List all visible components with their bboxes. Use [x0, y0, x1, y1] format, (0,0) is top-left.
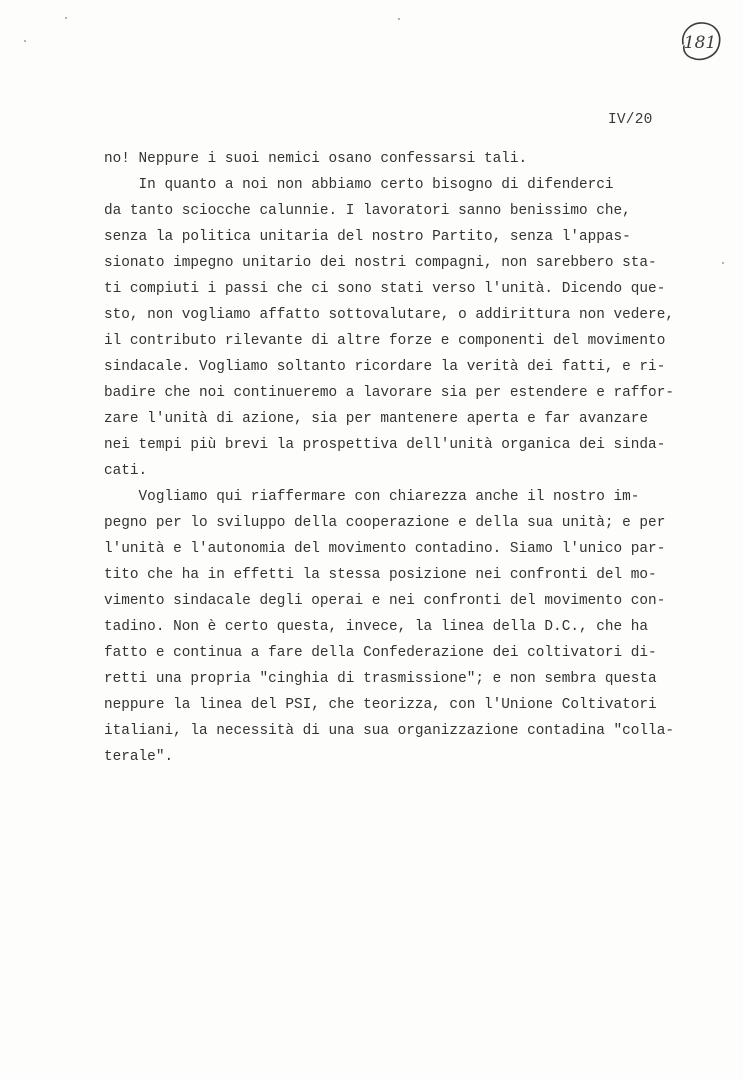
text-line: In quanto a noi non abbiamo certo bisogno di difenderci — [104, 177, 614, 193]
body-text — [104, 146, 704, 770]
paper-speck — [398, 18, 400, 20]
text-line: nei tempi più brevi la prospettiva dell'unità organica dei sinda- — [104, 437, 666, 453]
text-line: pegno per lo sviluppo della cooperazione e della sua unità; e per — [104, 515, 666, 531]
text-line: sindacale. Vogliamo soltanto ricordare la verità dei fatti, e ri- — [104, 359, 666, 375]
paper-speck — [65, 17, 67, 19]
text-line: neppure la linea del PSI, che teorizza, con l'Unione Coltivatori — [104, 697, 657, 713]
text-line: tadino. Non è certo questa, invece, la linea della D.C., che ha — [104, 619, 649, 635]
paper-speck — [722, 262, 724, 264]
text-line: il contributo rilevante di altre forze e componenti del movimento — [104, 333, 666, 349]
stamp-circle-icon — [675, 16, 725, 66]
text-line: badire che noi continueremo a lavorare sia per estendere e raffor- — [104, 385, 674, 401]
text-line: sto, non vogliamo affatto sottovalutare, o addirittura non vedere, — [104, 307, 674, 323]
text-line: italiani, la necessità di una sua organizzazione contadina "colla- — [104, 723, 674, 739]
text-line: fatto e continua a fare della Confederazione dei coltivatori di- — [104, 645, 657, 661]
text-line: l'unità e l'autonomia del movimento contadino. Siamo l'unico par- — [104, 541, 666, 557]
text-line: retti una propria "cinghia di trasmissione"; e non sembra questa — [104, 671, 657, 687]
text-line: no! Neppure i suoi nemici osano confessarsi tali. — [104, 151, 528, 167]
paper-speck — [24, 40, 26, 42]
text-line: da tanto sciocche calunnie. I lavoratori sanno benissimo che, — [104, 203, 631, 219]
text-line: sionato impegno unitario dei nostri compagni, non sarebbero sta- — [104, 255, 657, 271]
page-code: IV/20 — [608, 112, 653, 128]
stamp-number: 181 — [683, 33, 717, 53]
text-line: terale". — [104, 749, 174, 765]
text-line: Vogliamo qui riaffermare con chiarezza anche il nostro im- — [104, 489, 640, 505]
text-line: senza la politica unitaria del nostro Partito, senza l'appas- — [104, 229, 631, 245]
text-line: cati. — [104, 463, 148, 479]
text-line: vimento sindacale degli operai e nei confronti del movimento con- — [104, 593, 666, 609]
page-number-stamp — [675, 16, 725, 66]
text-line: zare l'unità di azione, sia per mantenere aperta e far avanzare — [104, 411, 649, 427]
text-line: tito che ha in effetti la stessa posizione nei confronti del mo- — [104, 567, 657, 583]
text-line: ti compiuti i passi che ci sono stati verso l'unità. Dicendo que- — [104, 281, 666, 297]
